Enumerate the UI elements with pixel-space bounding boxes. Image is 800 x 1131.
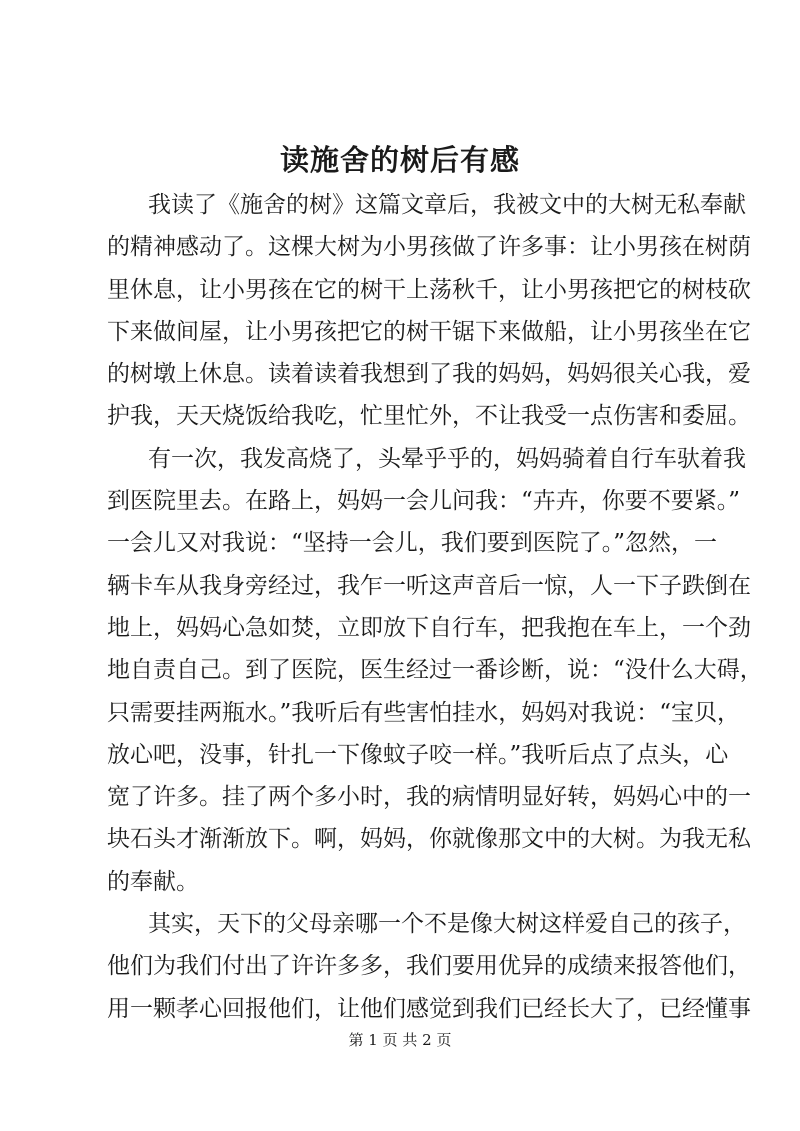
text-line: 用一颗孝心回报他们，让他们感觉到我们已经长大了，已经懂事 (107, 995, 751, 1022)
text-line: 护我，天天烧饭给我吃，忙里忙外，不让我受一点伤害和委屈。 (107, 403, 751, 430)
document-title: 读施舍的树后有感 (279, 143, 520, 177)
text-line: 的树墩上休息。读着读着我想到了我的妈妈，妈妈很关心我，爱 (107, 361, 751, 388)
page-footer: 第 1 页 共 2 页 (348, 1031, 452, 1049)
text-line: 他们为我们付出了许许多多，我们要用优异的成绩来报答他们， (107, 953, 751, 980)
text-line: 的精神感动了。这棵大树为小男孩做了许多事：让小男孩在树荫 (107, 234, 751, 261)
text-line: 一会儿又对我说：“坚持一会儿，我们要到医院了。”忽然，一 (107, 530, 718, 557)
text-line: 宽了许多。挂了两个多小时，我的病情明显好转，妈妈心中的一 (107, 784, 751, 811)
text-line: 到医院里去。在路上，妈妈一会儿问我：“卉卉，你要不要紧。” (107, 488, 741, 515)
text-line: 有一次，我发高烧了，头晕乎乎的，妈妈骑着自行车驮着我 (148, 445, 746, 472)
text-line: 辆卡车从我身旁经过，我乍一听这声音后一惊，人一下子跌倒在 (107, 572, 751, 599)
text-line: 下来做间屋，让小男孩把它的树干锯下来做船，让小男孩坐在它 (107, 318, 751, 345)
text-line: 其实，天下的父母亲哪一个不是像大树这样爱自己的孩子， (148, 911, 746, 938)
text-line: 只需要挂两瓶水。”我听后有些害怕挂水，妈妈对我说：“宝贝， (107, 699, 741, 726)
document-body (107, 184, 763, 1030)
text-line: 里休息，让小男孩在它的树干上荡秋千，让小男孩把它的树枝砍 (107, 276, 751, 303)
text-line: 地上，妈妈心急如焚，立即放下自行车，把我抱在车上，一个劲 (107, 614, 751, 641)
text-line: 的奉献。 (107, 868, 199, 895)
text-line: 地自责自己。到了医院，医生经过一番诊断，说：“没什么大碍， (107, 657, 763, 684)
text-line: 块石头才渐渐放下。啊，妈妈，你就像那文中的大树。为我无私 (107, 826, 751, 853)
text-line: 放心吧，没事，针扎一下像蚊子咬一样。”我听后点了点头，心 (107, 741, 729, 768)
text-line: 我读了《施舍的树》这篇文章后，我被文中的大树无私奉献 (148, 192, 746, 218)
